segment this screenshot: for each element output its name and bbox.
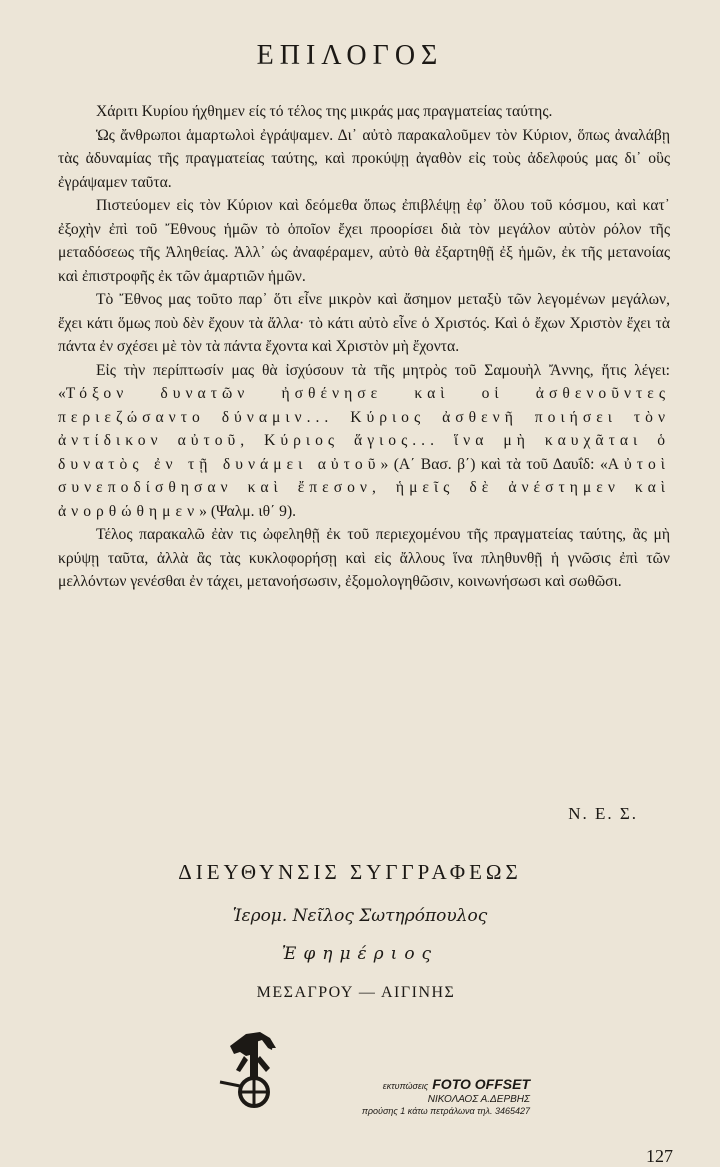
page-title: ΕΠΙΛΟΓΟΣ [256,40,444,71]
printer-imprint [300,1076,530,1116]
printer-prefix: εκτυπώσεις [382,1081,429,1091]
paragraph-2: Ὡς ἄνθρωποι ἁμαρτωλοὶ ἐγράψαμεν. Δι᾽ αὐτὸ παρακαλοῦμεν τὸν Κύριον, ὅπως ἀναλάβῃ τὰς ἀδυναμίας τῆς πραγματείας ταύτης, καὶ προκύψῃ ἀγαθὸν εἰς τοὺς ἀδελφούς μας δι᾽ οὓς ἐγράψαμεν ταῦτα. [58,126,670,191]
paragraph-5-intro: Εἰς τὴν περίπτωσίν μας θὰ ἰσχύσουν τὰ τῆς μητρὸς τοῦ Σαμουὴλ Ἄννης, ἥτις λέγει: « [58,361,670,402]
author-role: Ἐφημέριος [281,944,439,964]
paragraph-5-reference: » (Α΄ Βασ. β΄) καὶ τὰ τοῦ Δαυΐδ: « [380,455,608,473]
paragraph-3: Πιστεύομεν εἰς τὸν Κύριον καὶ δεόμεθα ὅπως ἐπιβλέψῃ ἐφ᾽ ὅλου τοῦ κόσμου, καὶ κατ᾽ ἐξοχὴν ἐπὶ τοῦ Ἔθνους ἡμῶν τὸ ὁποῖον ἔχει προορίσει διὰ τὸν μεγάλον αὐτὸν ρόλον τῆς μεταδόσεως τῆς Ἀληθείας. Ἀλλ᾽ ὡς ἀναφέραμεν, αὐτὸ θὰ ἐξαρτηθῇ ἐξ ἡμῶν, ἐκ τῆς μετανοίας καὶ ἐπιστροφῆς ἐκ τῶν ἁμαρτιῶν ἡμῶν. [58,197,670,285]
signature: Ν. Ε. Σ. [568,804,638,823]
printer-name: FOTO OFFSET [432,1076,530,1092]
printer-owner: ΝΙΚΟΛΑΟΣ Α.ΔΕΡΒΗΣ [427,1094,530,1105]
paragraph-5 [58,359,670,524]
paragraph-6: Τέλος παρακαλῶ ἐὰν τις ὠφεληθῇ ἐκ τοῦ περιεχομένου τῆς πραγματείας ταύτης, ἂς μὴ κρύψῃ ταῦτα, ἀλλὰ ἂς τὰς κυκλοφορήσῃ καὶ εἰς ἄλλους ἵνα πληθυνθῇ ἡ γνῶσις ἐπὶ τῶν μελλόντων γενέσθαι ἐν τάχει, μετανοήσωσιν, ἐξομολογηθῶσιν, κοινωνήσωσι καὶ σωθῶσι. [58,526,670,590]
printer-horse-logo-icon [210,1026,290,1110]
paragraph-5-psalm-reference: » (Ψαλμ. ιθ΄ 9). [199,502,297,520]
printer-address: προύσης 1 κάτω πετράλωνα τηλ. 3465427 [361,1106,530,1116]
page-number: 127 [646,1146,673,1166]
epilogue-body [58,100,670,594]
paragraph-1: Χάριτι Κυρίου ήχθημεν είς τό τέλος της μικράς μας πραγματείας ταύτης. [96,103,553,120]
quote-psalm: Αὐτοὶ συνεποδίσθησαν καὶ ἔπεσον, ἡμεῖς δὲ ἀνέστημεν καὶ ἀνορθώθημεν [58,455,670,520]
paragraph-4: Τὸ Ἔθνος μας τοῦτο παρ᾽ ὅτι εἶνε μικρὸν καὶ ἄσημον μεταξὺ τῶν λεγομένων μεγάλων, ἔχει κάτι ὅμως ποὺ δὲν ἔχουν τὰ ἄλλα· τὸ κάτι αὐτὸ εἶνε ὁ Χριστός. Καὶ ὁ ἔχων Χριστὸν ἔχει τὰ πάντα ἐν σχέσει μὲ τὸν τὰ πάντα ἔχοντα καὶ Χριστὸν μὴ ἔχοντα. [58,291,670,355]
author-name: Ἱερομ. Νεῖλος Σωτηρόπουλος [232,906,488,926]
quote-samuel: Τόξον δυνατῶν ἠσθένησε καὶ οἱ ἀσθενοῦντες περιεζώσαντο δύναμιν... Κύριος ἀσθενῆ ποιήσει τὸν ἀντίδικον αὐτοῦ, Κύριος ἅγιος... ἵνα μὴ καυχᾶται ὁ δυνατὸς ἐν τῇ δυνάμει αὐτοῦ [58,385,670,473]
author-location: ΜΕΣΑΓΡΟΥ — ΑΙΓΙΝΗΣ [256,984,456,1001]
address-heading: ΔΙΕΥΘΥΝΣΙΣ ΣΥΓΓΡΑΦΕΩΣ [178,860,522,884]
